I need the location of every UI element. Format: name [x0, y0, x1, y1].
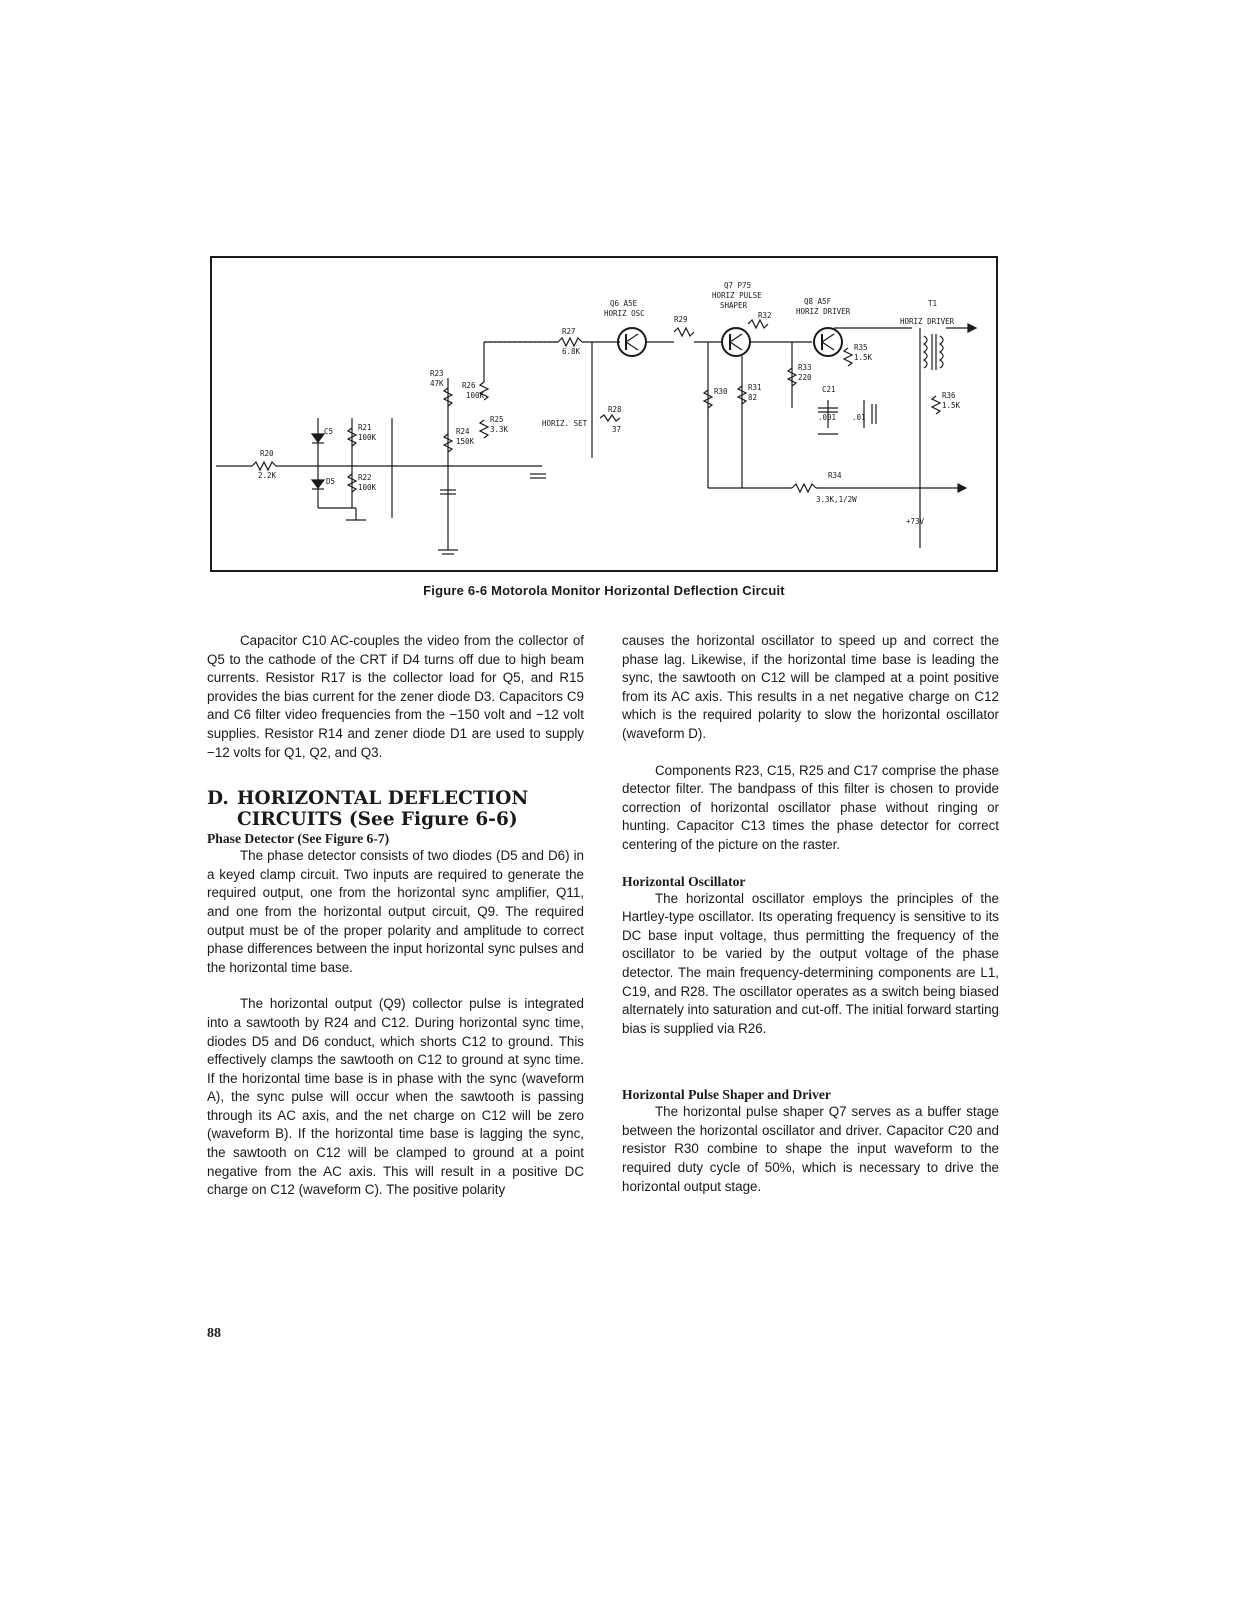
q7-label: Q7 P75	[724, 281, 752, 290]
c22-value: .01	[852, 413, 866, 422]
paragraph: The horizontal oscillator employs the principles of the Hartley-type oscillator. Its operating frequency is sensitive to its DC base input voltage, thus permitting the frequency of the oscillator to be varied by the output voltage of the phase detector. The main frequency-determining components are L1, C19, and R28. The oscillator operates as a switch being biased alternately into saturation and cut-off. The initial forward starting bias is supplied via R26.	[622, 890, 999, 1036]
paragraph: The horizontal pulse shaper Q7 serves as a buffer stage between the horizontal oscillator and driver. Capacitor C20 and resistor R30 combine to shape the input waveform to the required duty cycle of 50%, which is necessary to drive the horizontal output stage.	[622, 1104, 999, 1194]
right-column	[622, 632, 999, 1196]
r23-label: R23	[430, 369, 444, 378]
schematic-figure	[210, 256, 998, 572]
r26-label: R26	[462, 381, 476, 390]
r24-label: R24	[456, 427, 470, 436]
r33-label: R33	[798, 363, 812, 372]
q6-desc: HORIZ OSC	[604, 309, 645, 318]
r22-label: R22	[358, 473, 372, 482]
r36-value: 1.5K	[942, 401, 961, 410]
plus73-label: +73V	[906, 517, 925, 526]
section-title-line1: HORIZONTAL DEFLECTION	[237, 788, 529, 810]
r27-value: 6.8K	[562, 347, 581, 356]
r35-value: 1.5K	[854, 353, 873, 362]
paragraph: Components R23, C15, R25 and C17 comprise the phase detector filter. The bandpass of this filter is chosen to provide correction of horizontal oscillator phase without ringing or hunting. Capacitor C13 times the phase detector for correct centering of the picture on the raster.	[622, 762, 999, 852]
subheading: Phase Detector (See Figure 6-7)	[207, 831, 390, 847]
q8-label: Q8 A5F	[804, 297, 832, 306]
r24-value: 150K	[456, 437, 475, 446]
q8-desc: HORIZ DRIVER	[796, 307, 851, 316]
circuit-diagram	[212, 258, 996, 570]
c21-value: .001	[818, 413, 837, 422]
r21-value: 100K	[358, 433, 377, 442]
l1-label: HORIZ. SET	[542, 419, 588, 428]
t1-label: T1	[928, 299, 938, 308]
r31-value: 82	[748, 393, 758, 402]
q7-desc2: SHAPER	[720, 301, 748, 310]
r25-label: R25	[490, 415, 504, 424]
r29-label: R29	[674, 315, 688, 324]
r20-value: 2.2K	[258, 471, 277, 480]
r28-label: R28	[608, 405, 622, 414]
c5-label: C5	[324, 427, 334, 436]
r31-label: R31	[748, 383, 762, 392]
r21-label: R21	[358, 423, 372, 432]
d5-label: D5	[326, 477, 336, 486]
r27-label: R27	[562, 327, 576, 336]
r22-value: 100K	[358, 483, 377, 492]
figure-caption: Figure 6-6 Motorola Monitor Horizontal Deflection Circuit	[423, 583, 785, 598]
q6-label: Q6 A5E	[610, 299, 638, 308]
r36-label: R36	[942, 391, 956, 400]
r32-label: R32	[758, 311, 772, 320]
section-title-line2: CIRCUITS (See Figure 6-6)	[237, 809, 518, 831]
r28-value: 37	[612, 425, 622, 434]
r33-value: 220	[798, 373, 812, 382]
paragraph: The horizontal output (Q9) collector pulse is integrated into a sawtooth by R24 and C12. During horizontal sync time, diodes D5 and D6 conduct, which shorts C12 to ground. This effectively clamps the sawtooth on C12 to ground at sync time. If the horizontal time base is in phase with the sync (waveform A), the sync pulse will occur when the sawtooth is passing through its AC axis, and the net charge on C12 will be zero (waveform B). If the horizontal time base is lagging the sync, the sawtooth on C12 will be clamped to ground at a point negative from the AC axis. This will result in a positive DC charge on C12 (waveform C). The positive polarity	[207, 996, 584, 1198]
r30-label: R30	[714, 387, 728, 396]
paragraph: Capacitor C10 AC-couples the video from the collector of Q5 to the cathode of the CRT if D4 turns off due to high beam currents. Resistor R17 is the collector load for Q5, and R15 provides the bias current for the zener diode D3. Capacitors C9 and C6 filter video frequencies from the −150 volt and −12 volt supplies. Resistor R14 and zener diode D1 are used to supply −12 volts for Q1, Q2, and Q3.	[207, 633, 584, 760]
r23-value: 47K	[430, 379, 444, 388]
section-number: D.	[207, 788, 229, 810]
r20-label: R20	[260, 449, 274, 458]
section-heading	[207, 788, 584, 830]
r26-value: 100K	[466, 391, 485, 400]
r34-label: R34	[828, 471, 842, 480]
left-column	[207, 632, 584, 1200]
r34-value: 3.3K,1/2W	[816, 495, 857, 504]
subheading: Horizontal Oscillator	[622, 873, 746, 889]
r25-value: 3.3K	[490, 425, 509, 434]
paragraph: The phase detector consists of two diodes (D5 and D6) in a keyed clamp circuit. Two inputs are required to generate the required output, one from the horizontal sync amplifier, Q11, and one from the horizontal output circuit, Q9. The required output must be of the proper polarity and amplitude to correct phase differences between the input horizontal sync pulses and the horizontal time base.	[207, 848, 584, 975]
r35-label: R35	[854, 343, 868, 352]
paragraph: causes the horizontal oscillator to speed up and correct the phase lag. Likewise, if the horizontal time base is leading the sync, the sawtooth on C12 will be clamped at a point positive from its AC axis. This results in a net negative charge on C12 which is the required polarity to slow the horizontal oscillator (waveform D).	[622, 633, 999, 741]
c21-label: C21	[822, 385, 836, 394]
subheading: Horizontal Pulse Shaper and Driver	[622, 1087, 831, 1103]
q7-desc: HORIZ PULSE	[712, 291, 762, 300]
t1-desc: HORIZ DRIVER	[900, 317, 955, 326]
page-number: 88	[207, 1326, 221, 1341]
